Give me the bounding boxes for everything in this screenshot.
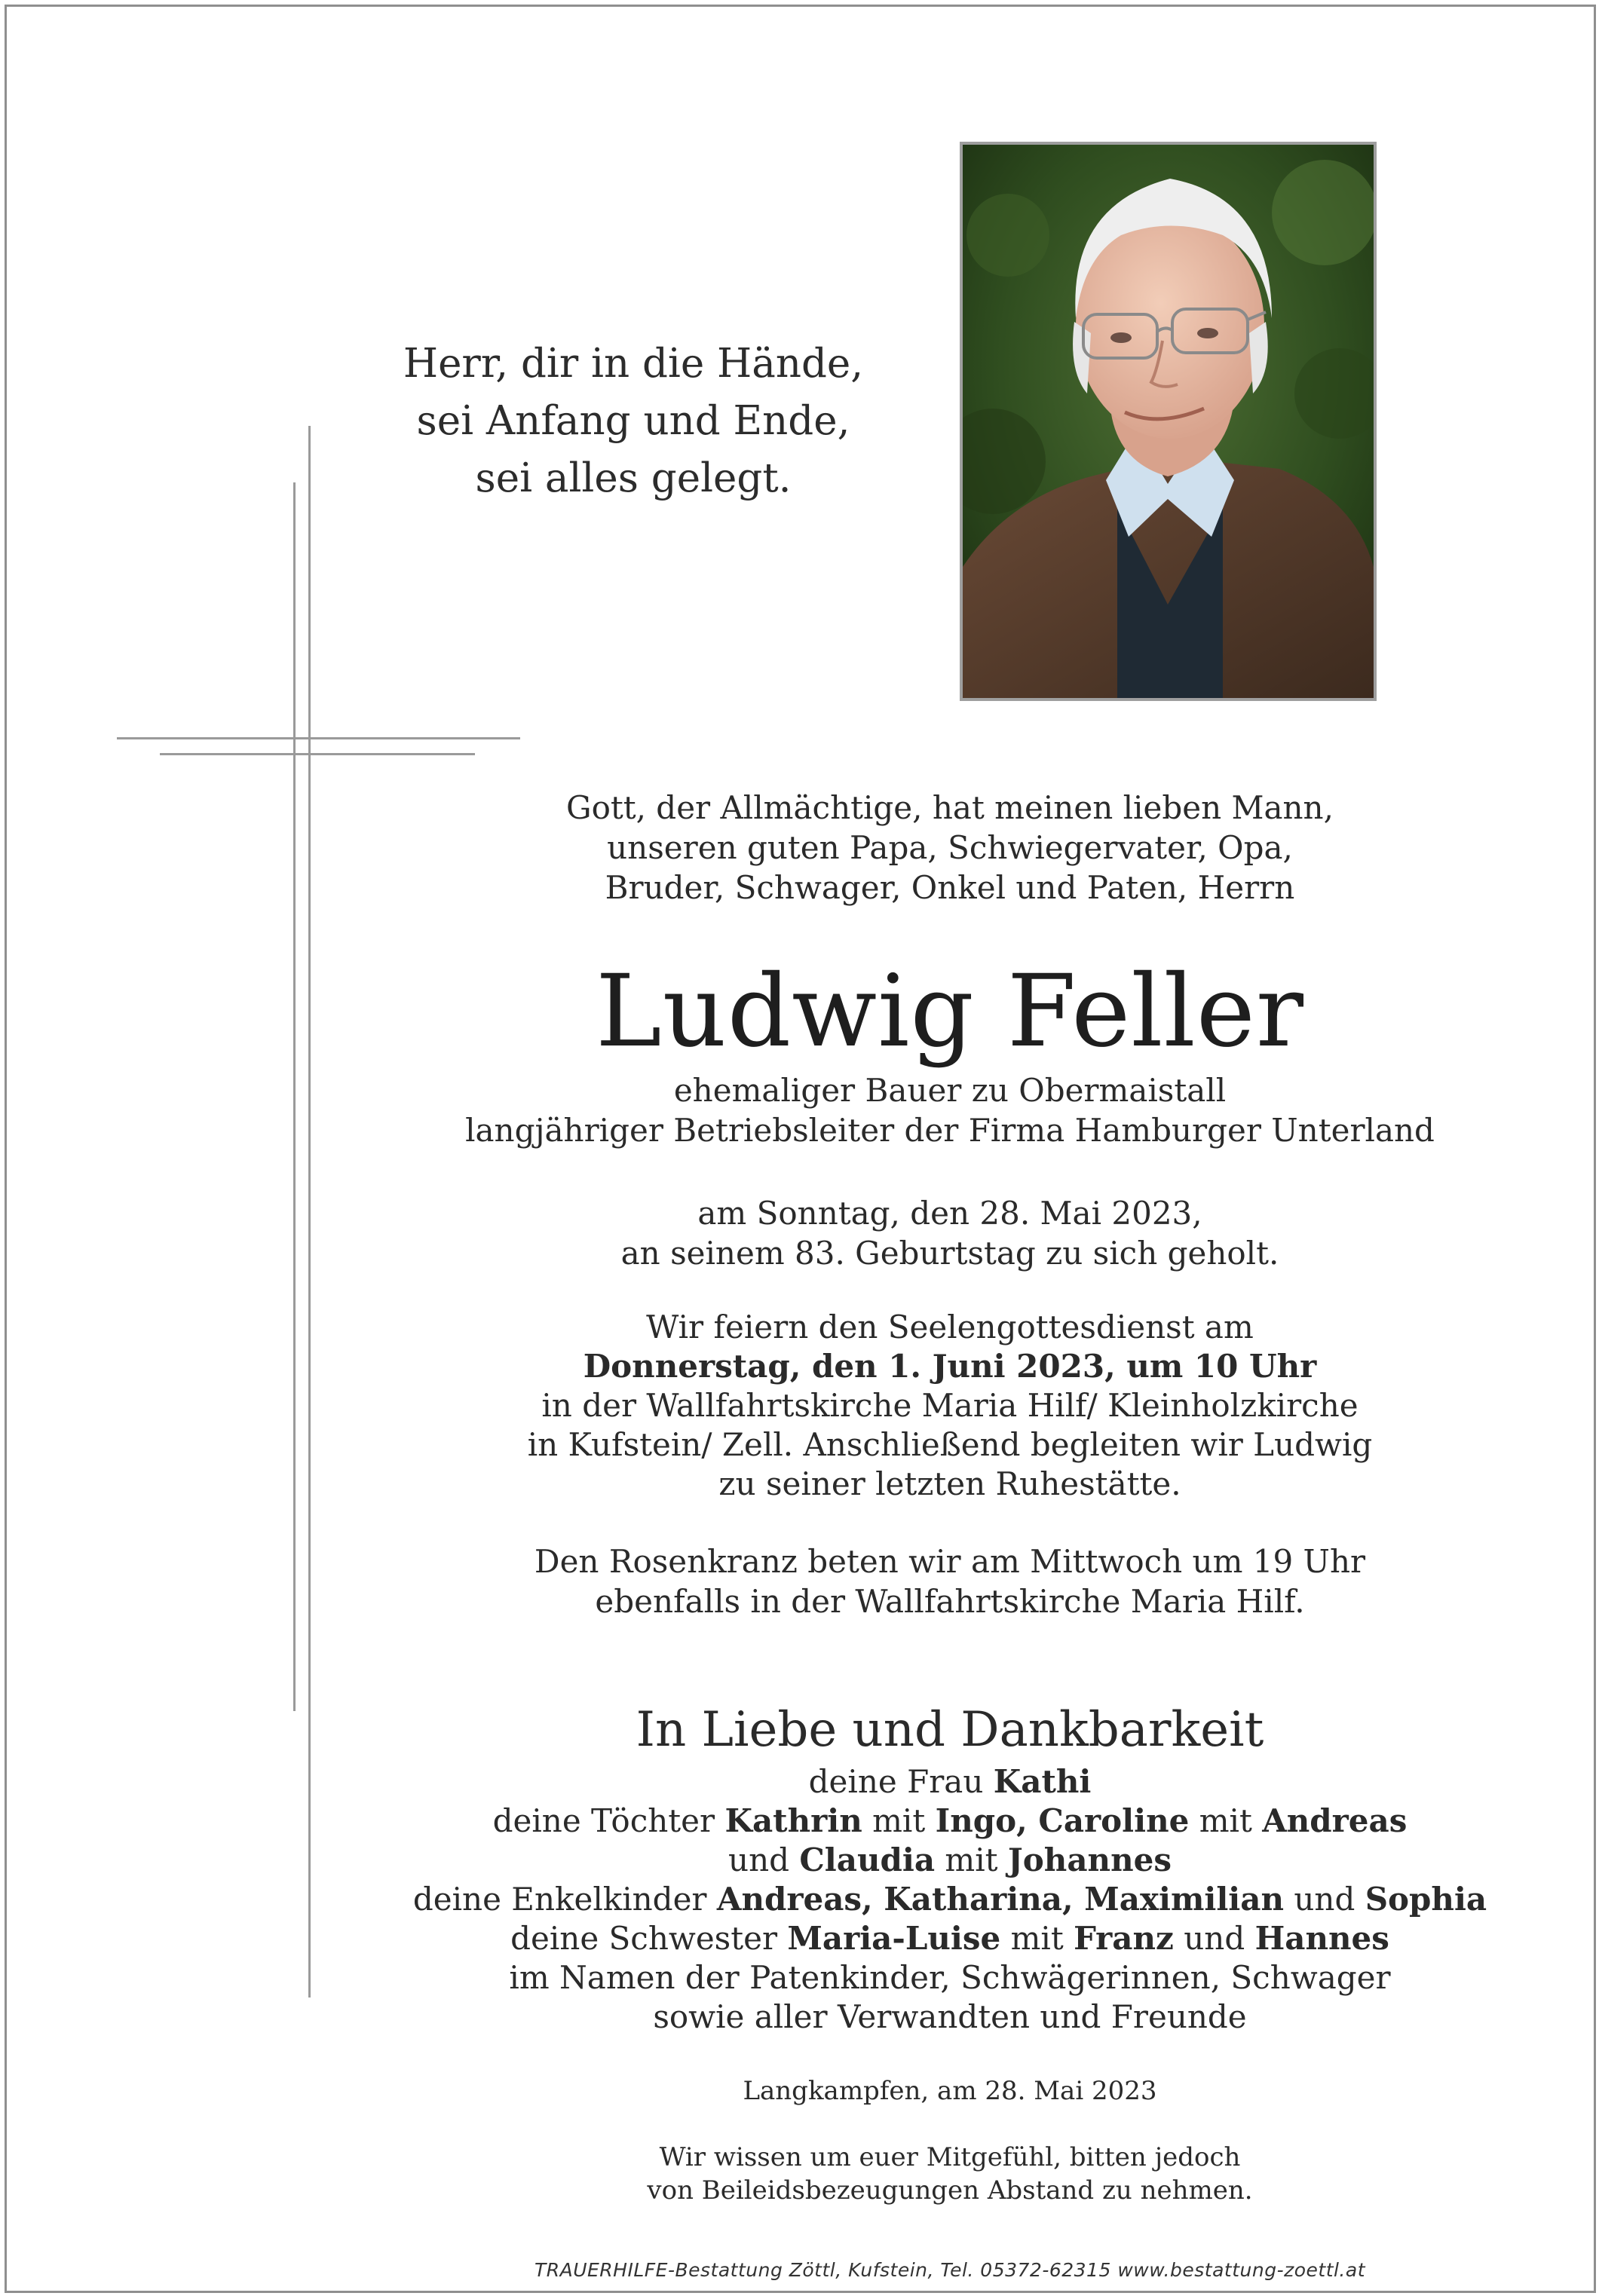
death-line-2: an seinem 83. Geburtstag zu sich geholt. (620, 1235, 1279, 1272)
mourner-name: Franz (1074, 1920, 1174, 1957)
mourner-text: und (1173, 1920, 1255, 1957)
closing-line-2: von Beileidsbezeugungen Abstand zu nehmen. (647, 2175, 1253, 2206)
intro-line-3: Bruder, Schwager, Onkel und Paten, Herrn (605, 869, 1295, 906)
announcement-intro (392, 788, 1508, 908)
intro-line-1: Gott, der Allmächtige, hat meinen lieben Mann, (566, 789, 1334, 826)
mourner-line-1 (392, 1762, 1508, 1802)
mourner-name: Ingo, Caroline (935, 1802, 1190, 1839)
mourner-name: Andreas, Katharina, Maximilian (716, 1881, 1285, 1918)
death-line-1: am Sonntag, den 28. Mai 2023, (697, 1195, 1202, 1232)
verse-line-3: sei alles gelegt. (475, 455, 792, 501)
mourner-text: mit (1189, 1802, 1263, 1839)
role-line-2: langjähriger Betriebsleiter der Firma Hamburger Unterland (465, 1112, 1435, 1149)
bible-verse (362, 335, 905, 507)
deceased-roles (392, 1070, 1508, 1150)
mourner-name: Kathrin (724, 1802, 862, 1839)
funeral-service (392, 1308, 1508, 1504)
service-line-5: zu seiner letzten Ruhestätte. (718, 1465, 1181, 1502)
service-date-time-text: Donnerstag, den 1. Juni 2023, um 10 Uhr (583, 1348, 1317, 1385)
cross-vertical-short (293, 482, 296, 1711)
funeral-home-footer: TRAUERHILFE-Bestattung Zöttl, Kufstein, Tel. 05372-62315 www.bestattung-zoettl.at (534, 2259, 1366, 2281)
mourner-line-6: im Namen der Patenkinder, Schwägerinnen, Schwager (509, 1959, 1391, 1996)
mourner-text: mit (1000, 1920, 1074, 1957)
verse-line-1: Herr, dir in die Hände, (403, 341, 864, 387)
mourner-line-4 (392, 1880, 1508, 1919)
service-date-time (392, 1347, 1508, 1386)
mourner-name: Johannes (1007, 1841, 1172, 1878)
portrait-photo (960, 142, 1377, 701)
mourner-name: Hannes (1254, 1920, 1389, 1957)
cross-horizontal-long (117, 737, 520, 739)
mourner-text: deine Töchter (492, 1802, 725, 1839)
mourner-text: deine Schwester (510, 1920, 788, 1957)
mourner-name: Maria-Luise (787, 1920, 1001, 1957)
mourner-line-7: sowie aller Verwandten und Freunde (653, 1998, 1247, 2035)
closing-note (392, 2141, 1508, 2207)
mourner-name: Andreas (1262, 1802, 1408, 1839)
mourners-list (392, 1762, 1508, 2037)
mourner-text: deine Frau (808, 1763, 994, 1800)
portrait-image (963, 145, 1374, 698)
service-line-3: in der Wallfahrtskirche Maria Hilf/ Kleinholzkirche (541, 1387, 1359, 1424)
mourner-line-2 (392, 1802, 1508, 1841)
mourner-line-5 (392, 1919, 1508, 1958)
intro-line-2: unseren guten Papa, Schwiegervater, Opa, (607, 829, 1293, 866)
mourner-name: Kathi (993, 1763, 1092, 1800)
mourners-heading: In Liebe und Dankbarkeit (636, 1702, 1264, 1758)
mourner-text: deine Enkelkinder (412, 1881, 717, 1918)
service-line-1: Wir feiern den Seelengottesdienst am (646, 1309, 1254, 1345)
mourner-text: mit (862, 1802, 936, 1839)
rosary-line-2: ebenfalls in der Wallfahrtskirche Maria Hilf. (595, 1583, 1305, 1620)
mourner-name: Sophia (1365, 1881, 1487, 1918)
mourner-name: Claudia (799, 1841, 936, 1878)
rosary-line-1: Den Rosenkranz beten wir am Mittwoch um 19 Uhr (534, 1543, 1366, 1580)
closing-line-1: Wir wissen um euer Mitgefühl, bitten jedoch (659, 2142, 1241, 2172)
mourner-line-3 (392, 1841, 1508, 1880)
mourner-text: und (1284, 1881, 1365, 1918)
cross-horizontal-short (160, 753, 475, 755)
mourner-text: mit (935, 1841, 1008, 1878)
death-notice (392, 1193, 1508, 1273)
place-and-date: Langkampfen, am 28. Mai 2023 (743, 2076, 1157, 2106)
verse-line-2: sei Anfang und Ende, (416, 398, 850, 444)
rosary-notice (392, 1541, 1508, 1621)
cross-vertical-long (308, 426, 311, 1998)
mourner-text: und (728, 1841, 800, 1878)
service-line-4: in Kufstein/ Zell. Anschließend begleiten wir Ludwig (527, 1426, 1373, 1463)
deceased-name: Ludwig Feller (596, 954, 1304, 1070)
role-line-1: ehemaliger Bauer zu Obermaistall (673, 1072, 1227, 1109)
